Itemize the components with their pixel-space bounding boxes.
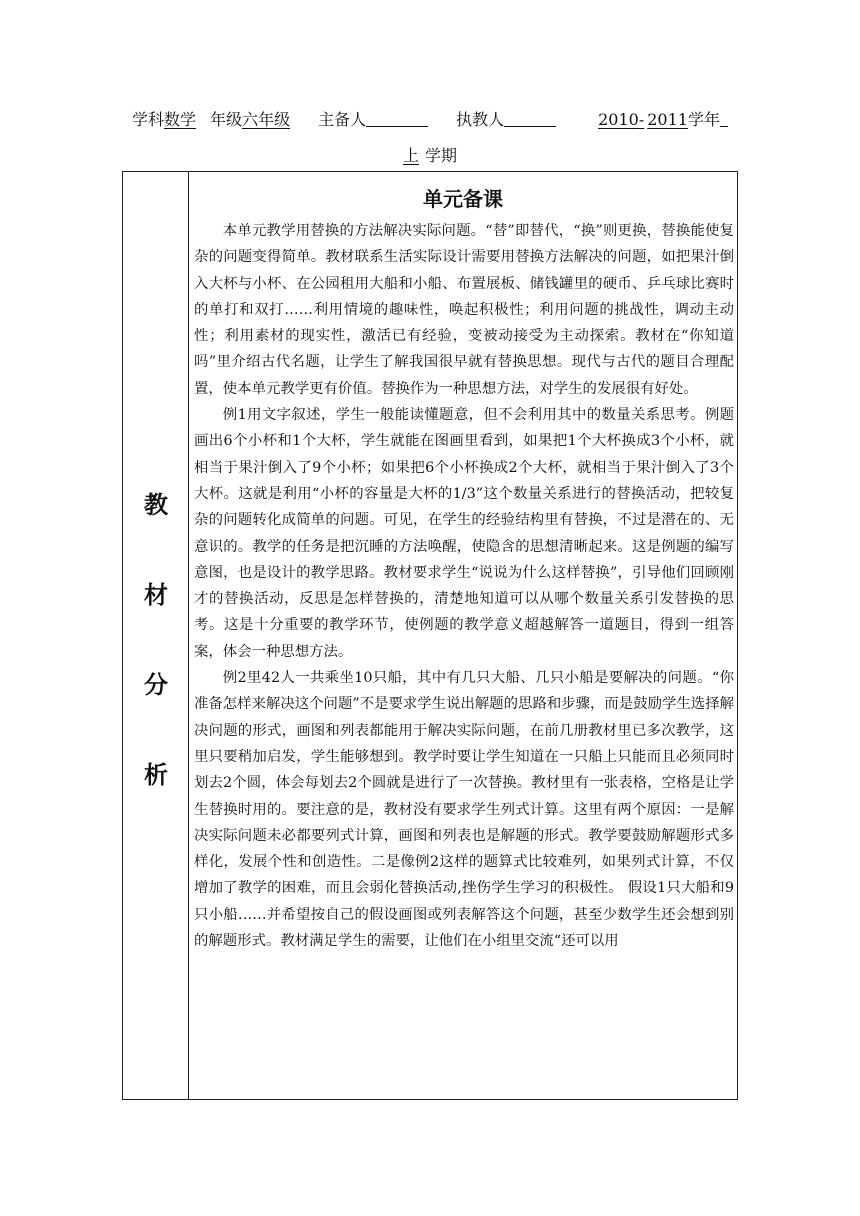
paragraph: 本单元教学用替换的方法解决实际问题。“替”即替代，“换”则更换，替换能使复杂的问题变得简单。教材联系生活实际设计需要用替换方法解决的问题，如把果汁倒入大杯与小杯、在公园租用大船和小船、布置展板、储钱罐里的硬币、乒乓球比赛时的单打和双打……利用情境的趣味性，唤起积极性；利用问题的挑战性，调动主动性；利用素材的现实性，激活已有经验，变被动接受为主动探索。教材在“你知道吗”里介绍古代名题，让学生了解我国很早就有替换思想。现代与古代的题目合理配置，使本单元教学更有价值。替换作为一种思想方法，对学生的发展很有好处。 [194, 223, 734, 397]
year-label: 学年 [687, 110, 720, 129]
paragraph: 例2里42人一共乘坐10只船，其中有几只大船、几只小船是要解决的问题。“你准备怎样来解决这个问题”不是要求学生说出解题的思路和步骤，而是鼓励学生选择解决问题的形式，画图和列表都能用于解决实际问题，在前几册教材里已多次教学，这里只要稍加启发，学生能够想到。教学时要让学生知道在一只船上只能而且必须同时划去2个圆，体会每划去2个圆就是进行了一次替换。教材里有一张表格，空格是让学生替换时用的。要注意的是，教材没有要求学生列式计算。这里有两个原因：一是解决实际问题未必都要列式计算，画图和列表也是解题的形式。教学要鼓励解题形式多样化，发展个性和创造性。二是像例2这样的题算式比较难列，如果列式计算，不仅增加了教学的困难，而且会弱化替换活动,挫伤学生学习的积极性。 假设1只大船和9只小船……并希望按自己的假设画图或列表解答这个问题，甚至少数学生还会想到别的解题形式。教材满足学生的需要，让他们在小组里交流“还可以用 [194, 670, 734, 950]
page-header [0, 108, 860, 132]
term-value: 上 [402, 146, 419, 165]
side-label-char-4: 析 [144, 761, 168, 789]
preparer-label: 主备人 [318, 110, 367, 129]
subject-value: 数学 [164, 110, 197, 129]
side-label-char-3: 分 [144, 671, 168, 699]
teacher-label: 执教人 [456, 110, 505, 129]
year-start: 2010 [598, 110, 639, 129]
section-title: 单元备课 [423, 187, 503, 211]
page-header-term [0, 144, 860, 168]
lesson-plan-table [122, 171, 738, 1100]
content-column [189, 172, 737, 1099]
year-separator: - [638, 110, 645, 129]
term-blank-lead [720, 108, 728, 127]
paragraph: 例1用文字叙述，学生一般能读懂题意，但不会利用其中的数量关系思考。例题画出6个小杯和1个大杯，学生就能在图画里看到，如果把1个大杯换成3个小杯，就相当于果汁倒入了9个小杯；如果把6个小杯换成2个大杯，就相当于果汁倒入了3个大杯。这就是利用“小杯的容量是大杯的1/3”这个数量关系进行的替换活动，把较复杂的问题转化成简单的问题。可见，在学生的经验结构里有替换，不过是潜在的、无意识的。教学的任务是把沉睡的方法唤醒，使隐含的思想清晰起来。这是例题的编写意图，也是设计的教学思路。教材要求学生“说说为什么这样替换”，引导他们回顾刚才的替换活动，反思是怎样替换的，清楚地知道可以从哪个数量关系引发替换的思考。这是十分重要的教学环节，使例题的教学意义超越解答一道题目，得到一组答案，体会一种思想方法。 [194, 407, 734, 660]
side-label-column [123, 172, 189, 1099]
year-end: 2011 [647, 110, 688, 129]
side-label-char-1: 教 [144, 491, 168, 519]
analysis-text [194, 218, 734, 954]
preparer-blank[interactable] [366, 108, 428, 127]
grade-label: 年级 [210, 110, 243, 129]
side-label-char-2: 材 [144, 581, 168, 609]
subject-label: 学科 [132, 110, 165, 129]
term-label: 学期 [425, 146, 458, 165]
grade-value: 六年级 [242, 110, 291, 129]
teacher-blank[interactable] [504, 108, 556, 127]
